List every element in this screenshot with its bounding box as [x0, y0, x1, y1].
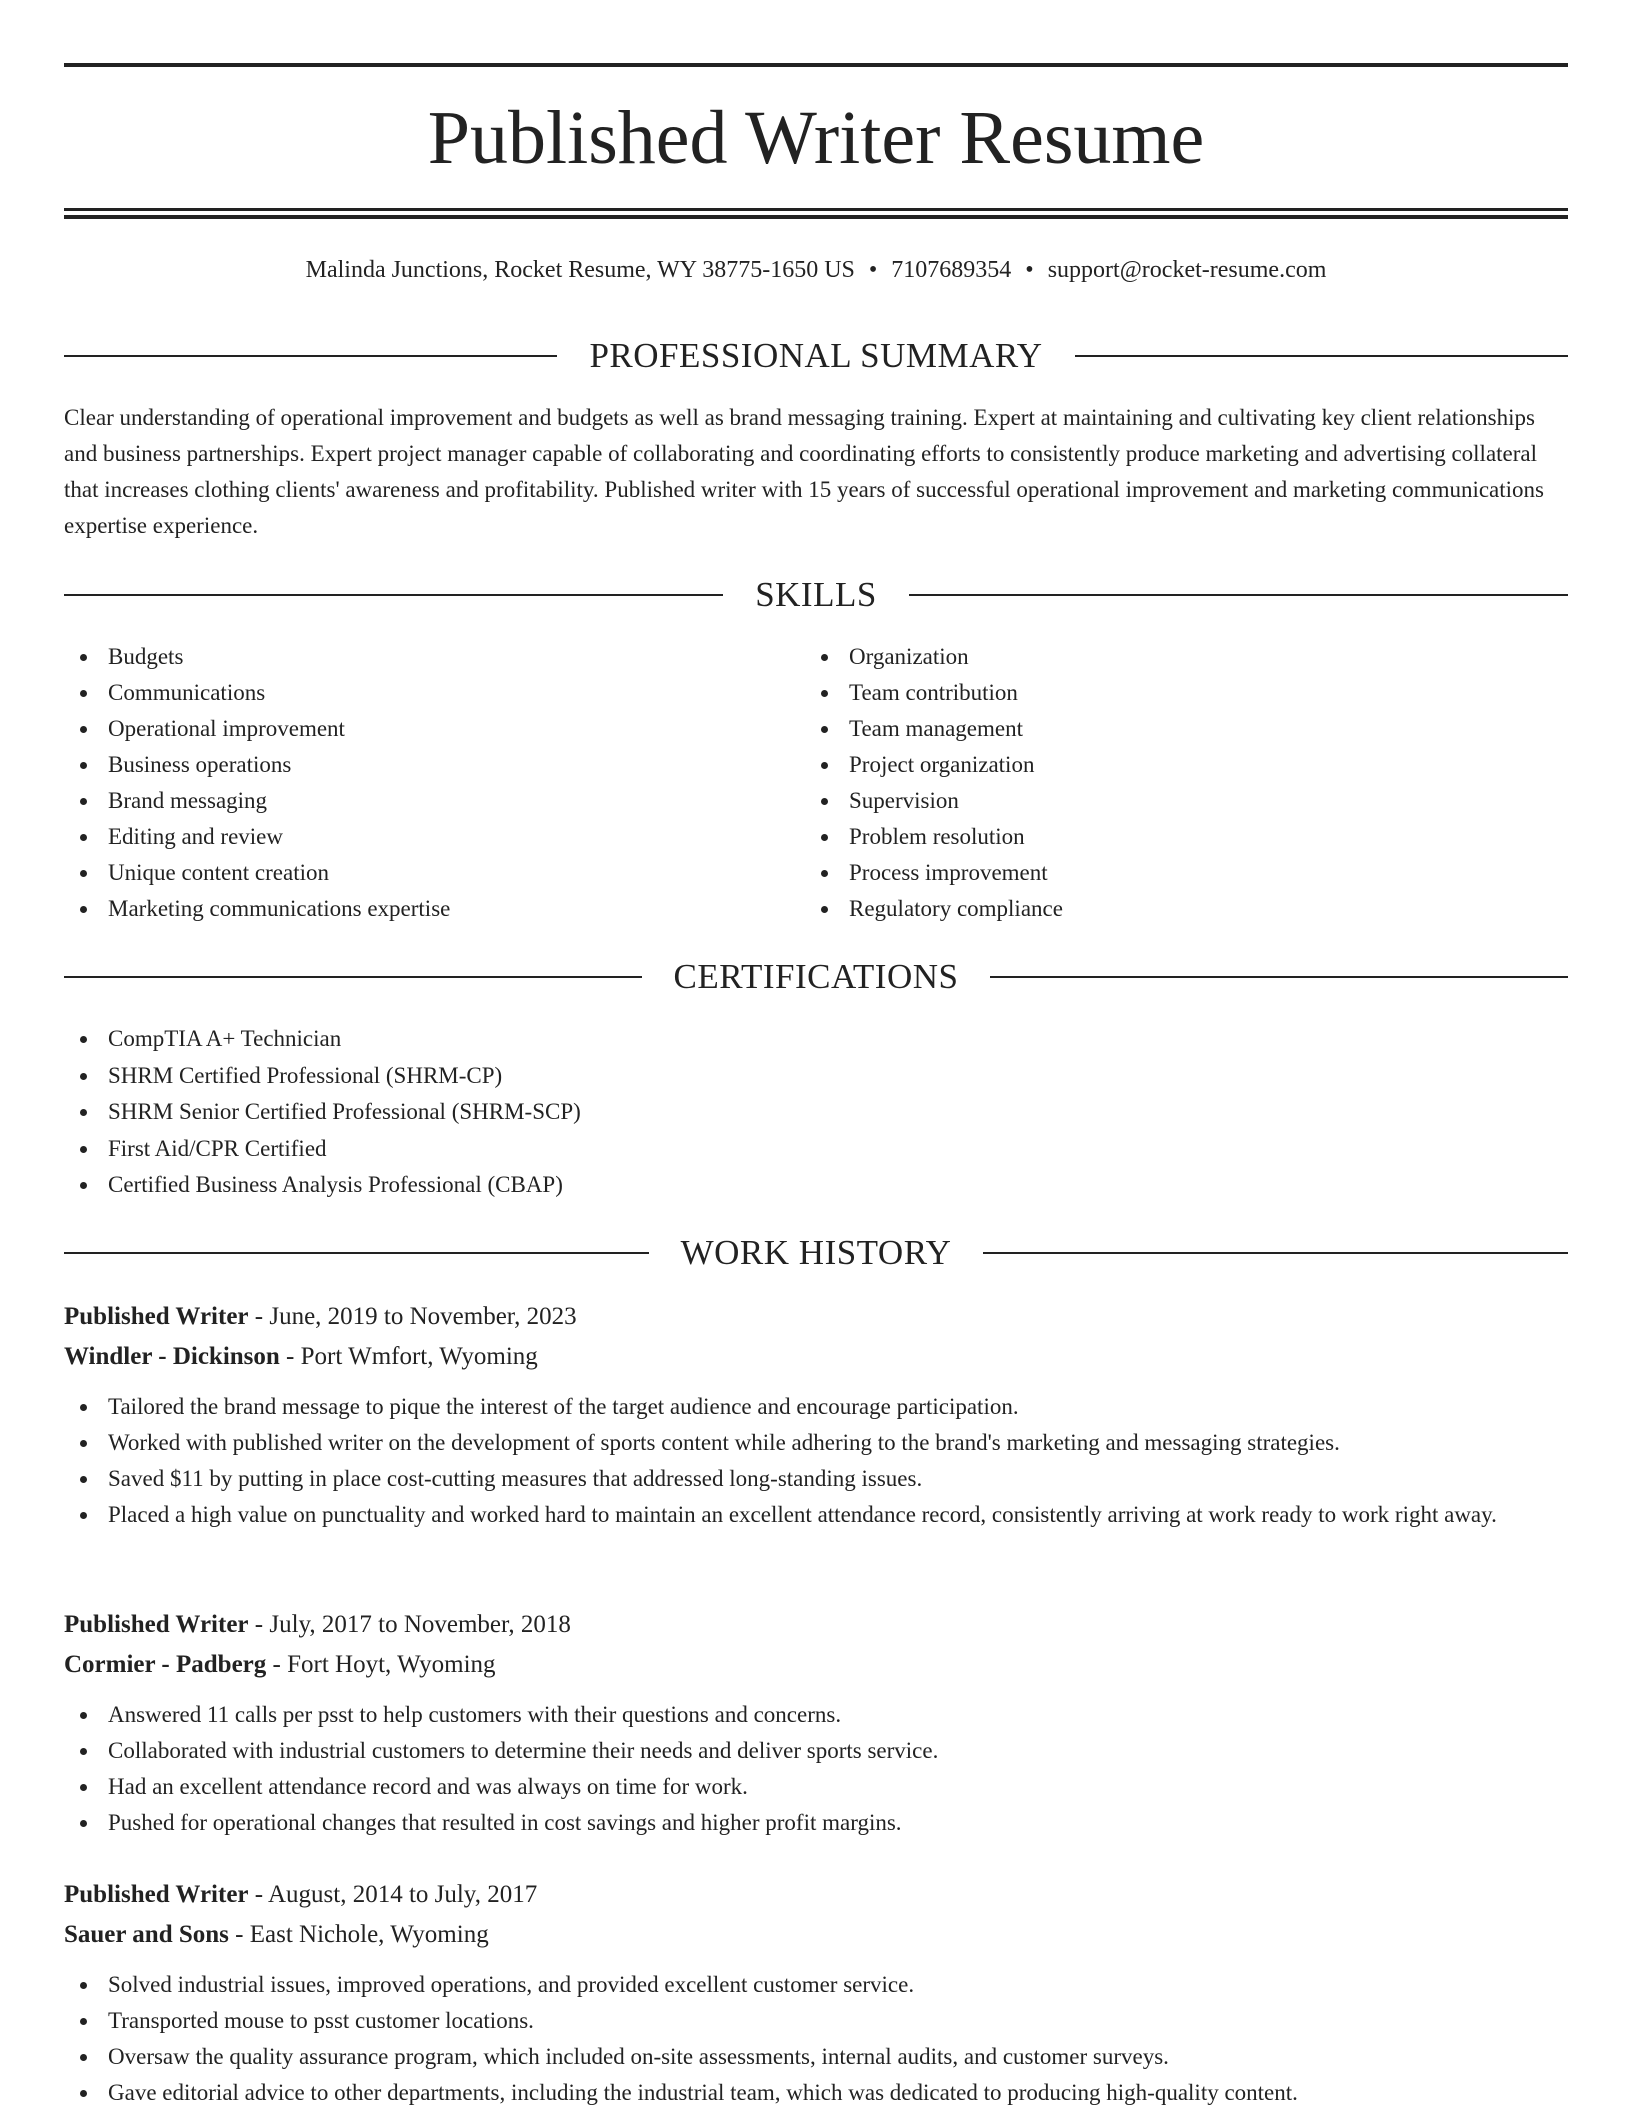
job-title-line: [64, 1605, 1568, 1645]
job-dates: - June, 2019 to November, 2023: [248, 1303, 577, 1330]
certification-item: CompTIA A+ Technician: [64, 1021, 1568, 1058]
job-location: - Port Wmfort, Wyoming: [279, 1343, 538, 1370]
section-rule-left: [64, 355, 557, 357]
contact-phone: 7107689354: [891, 257, 1012, 283]
skill-item: Regulatory compliance: [805, 891, 1545, 927]
skills-list-right: [805, 639, 1545, 927]
work-history-section-header: [64, 1231, 1568, 1275]
job-bullet: Placed a high value on punctuality and worked hard to maintain an excellent attendance record, consistently arriving at work ready to work right away.: [64, 1497, 1568, 1533]
resume-title: Published Writer Resume: [427, 96, 1205, 180]
contact-email: support@rocket-resume.com: [1047, 257, 1327, 283]
certification-item: First Aid/CPR Certified: [64, 1131, 1568, 1168]
job-bullets: [64, 1967, 1568, 2111]
skill-item: Team contribution: [805, 675, 1545, 711]
job-entry: [64, 1297, 1568, 1533]
job-bullet: Collaborated with industrial customers to determine their needs and deliver sports service.: [64, 1733, 1568, 1769]
skill-item: Operational improvement: [64, 711, 804, 747]
skills-list-left: [64, 639, 804, 927]
summary-section-header: [64, 334, 1568, 378]
skill-item: Budgets: [64, 639, 804, 675]
skills-section-header: [64, 573, 1568, 617]
skill-item: Problem resolution: [805, 819, 1545, 855]
job-title: Published Writer: [64, 1303, 249, 1330]
section-rule-left: [64, 976, 642, 978]
job-title: Published Writer: [64, 1881, 249, 1908]
certification-item: SHRM Certified Professional (SHRM-CP): [64, 1058, 1568, 1095]
work-history-heading: WORK HISTORY: [680, 1233, 952, 1272]
section-rule-right: [990, 976, 1568, 978]
skill-item: Communications: [64, 675, 804, 711]
summary-heading: PROFESSIONAL SUMMARY: [589, 336, 1043, 375]
job-title: Published Writer: [64, 1611, 249, 1638]
job-company-line: [64, 1915, 1568, 1955]
job-bullet: Oversaw the quality assurance program, which included on-site assessments, internal audits, and customer surveys.: [64, 2039, 1568, 2075]
section-rule-left: [64, 594, 723, 596]
job-company: Cormier - Padberg: [64, 1651, 267, 1678]
contact-line: [64, 254, 1568, 286]
job-bullets: [64, 1697, 1568, 1841]
job-location: - East Nichole, Wyoming: [228, 1921, 489, 1948]
job-bullet: Saved $11 by putting in place cost-cutting measures that addressed long-standing issues.: [64, 1461, 1568, 1497]
job-bullet: Pushed for operational changes that resulted in cost savings and higher profit margins.: [64, 1805, 1568, 1841]
contact-separator: •: [868, 257, 878, 283]
job-bullet: Had an excellent attendance record and was always on time for work.: [64, 1769, 1568, 1805]
job-bullet: Tailored the brand message to pique the interest of the target audience and encourage participation.: [64, 1389, 1568, 1425]
skill-item: Unique content creation: [64, 855, 804, 891]
job-company: Sauer and Sons: [64, 1921, 229, 1948]
skill-item: Business operations: [64, 747, 804, 783]
section-rule-right: [983, 1252, 1568, 1254]
skill-item: Marketing communications expertise: [64, 891, 804, 927]
skill-item: Team management: [805, 711, 1545, 747]
job-bullet: Solved industrial issues, improved operations, and provided excellent customer service.: [64, 1967, 1568, 2003]
contact-separator: •: [1025, 257, 1034, 283]
job-bullet: Worked with published writer on the development of sports content while adhering to the brand's marketing and messaging strategies.: [64, 1425, 1568, 1461]
job-company: Windler - Dickinson: [64, 1343, 280, 1370]
job-bullets: [64, 1389, 1568, 1533]
top-rule: [64, 63, 1568, 67]
job-title-line: [64, 1875, 1568, 1915]
contact-address: Malinda Junctions, Rocket Resume, WY 38775-1650 US: [305, 257, 855, 283]
job-bullet: Transported mouse to psst customer locations.: [64, 2003, 1568, 2039]
section-rule-left: [64, 1252, 649, 1254]
job-bullet: Gave editorial advice to other departments, including the industrial team, which was dedicated to producing high-quality content.: [64, 2075, 1568, 2111]
job-bullet: Answered 11 calls per psst to help customers with their questions and concerns.: [64, 1697, 1568, 1733]
skill-item: Brand messaging: [64, 783, 804, 819]
job-company-line: [64, 1645, 1568, 1685]
certifications-section-header: [64, 955, 1568, 999]
job-entry: [64, 1605, 1568, 1841]
skill-item: Organization: [805, 639, 1545, 675]
certification-item: SHRM Senior Certified Professional (SHRM-SCP): [64, 1094, 1568, 1131]
job-dates: - August, 2014 to July, 2017: [248, 1881, 538, 1908]
skill-item: Process improvement: [805, 855, 1545, 891]
certifications-heading: CERTIFICATIONS: [673, 957, 959, 996]
job-location: - Fort Hoyt, Wyoming: [266, 1651, 496, 1678]
summary-text: Clear understanding of operational improvement and budgets as well as brand messaging training. Expert at maintaining and cultivating key client relationships and business partnerships. Expert project manager capable of collaborating and coordinating efforts to consistently produce marketing and advertising collateral that increases clothing clients' awareness and profitability. Published writer with 15 years of successful operational improvement and marketing communications expertise experience.: [64, 405, 1544, 538]
certifications-list: [64, 1021, 1568, 1204]
section-rule-right: [909, 594, 1568, 596]
skill-item: Editing and review: [64, 819, 804, 855]
job-entry: [64, 1875, 1568, 2111]
skill-item: Supervision: [805, 783, 1545, 819]
job-company-line: [64, 1337, 1568, 1377]
job-dates: - July, 2017 to November, 2018: [248, 1611, 571, 1638]
section-rule-right: [1075, 355, 1568, 357]
title-rule-upper: [64, 208, 1568, 211]
job-title-line: [64, 1297, 1568, 1337]
certification-item: Certified Business Analysis Professional (CBAP): [64, 1167, 1568, 1204]
title-rule-lower: [64, 215, 1568, 219]
skills-heading: SKILLS: [755, 575, 877, 614]
skill-item: Project organization: [805, 747, 1545, 783]
